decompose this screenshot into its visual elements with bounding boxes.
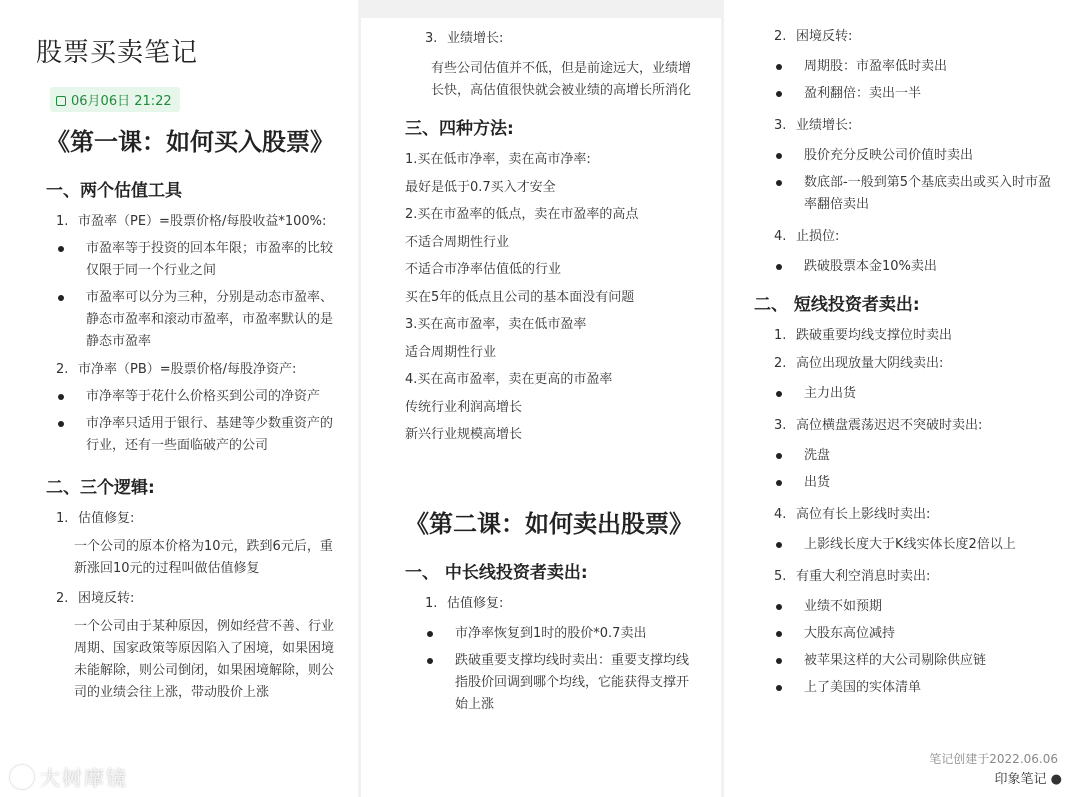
note-date: 06月06日 21:22 bbox=[71, 94, 172, 109]
list-item: 上了美国的实体清单 bbox=[754, 677, 1060, 699]
list-item: 2. 困境反转: bbox=[56, 591, 135, 606]
section-heading: 一、两个估值工具 bbox=[46, 181, 182, 201]
list-item: 3. 业绩增长: bbox=[774, 118, 853, 133]
list-item: 市净率只适用于银行、基建等少数重资产的行业，还有一些面临破产的公司 bbox=[36, 413, 336, 457]
watermark-logo-icon bbox=[10, 765, 34, 789]
list-item: 主力出货 bbox=[754, 383, 1060, 405]
list-item: 洗盘 bbox=[754, 445, 1060, 467]
note-date-badge bbox=[50, 87, 180, 112]
paragraph: 一个公司由于某种原因，例如经营不善、行业周期、国家政策等原因陷入了困境，如果困境未能解除，则公司倒闭，如果困境解除，则公司的业绩会往上涨，带动股价上涨 bbox=[74, 619, 335, 700]
method-line: 4.买在高市盈率，卖在更高的市盈率 bbox=[405, 372, 613, 387]
method-line: 新兴行业规模高增长 bbox=[405, 427, 523, 442]
note-column-2 bbox=[361, 18, 721, 797]
method-line: 买在5年的低点且公司的基本面没有问题 bbox=[405, 289, 635, 305]
method-line: 2.买在市盈率的低点，卖在市盈率的高点 bbox=[405, 207, 639, 222]
list-item: 2. 高位出现放量大阴线卖出: bbox=[774, 356, 944, 371]
list-item: 跌破股票本金10%卖出 bbox=[754, 256, 1060, 278]
list-item: 市净率恢复到1时的股价*0.7卖出 bbox=[405, 623, 695, 645]
list-item: 盈利翻倍：卖出一半 bbox=[754, 83, 1060, 105]
list-item: 3. 高位横盘震荡迟迟不突破时卖出: bbox=[774, 418, 983, 433]
elephant-icon: ● bbox=[1050, 772, 1062, 787]
list-item: 4. 止损位: bbox=[774, 229, 840, 244]
section-heading: 三、四种方法: bbox=[405, 119, 514, 139]
calendar-icon bbox=[56, 96, 66, 106]
list-item: 3. 业绩增长: bbox=[425, 31, 504, 46]
note-column-1 bbox=[0, 0, 358, 797]
list-item: 被苹果这样的大公司剔除供应链 bbox=[754, 650, 1060, 672]
note-title: 股票买卖笔记 bbox=[36, 38, 199, 68]
list-item: 1. 估值修复: bbox=[56, 511, 135, 526]
list-item: 4. 高位有长上影线时卖出: bbox=[774, 507, 931, 522]
method-line: 最好是低于0.7买入才安全 bbox=[405, 179, 556, 195]
list-item: 1. 跌破重要均线支撑位时卖出 bbox=[774, 328, 953, 343]
list-item: 大股东高位减持 bbox=[754, 623, 1060, 645]
list-item: 出货 bbox=[754, 472, 1060, 494]
section-heading: 一、 中长线投资者卖出: bbox=[405, 563, 588, 583]
list-item: 股价充分反映公司价值时卖出 bbox=[754, 145, 1060, 167]
list-item: 周期股：市盈率低时卖出 bbox=[754, 56, 1060, 78]
list-item: 1. 估值修复: bbox=[425, 596, 504, 611]
lesson1-heading: 《第一课：如何买入股票》 bbox=[46, 128, 334, 156]
method-line: 3.买在高市盈率，卖在低市盈率 bbox=[405, 317, 587, 332]
method-line: 不适合市净率估值低的行业 bbox=[405, 262, 562, 277]
watermark: 大树摩镜 bbox=[10, 762, 128, 791]
brand-footer: 印象笔记 ● bbox=[994, 772, 1062, 787]
list-item: 市盈率等于投资的回本年限；市盈率的比较仅限于同一个行业之间 bbox=[36, 238, 336, 282]
created-date: 笔记创建于2022.06.06 bbox=[929, 752, 1058, 766]
list-item: 2. 市净率（PB）=股票价格/每股净资产: bbox=[56, 362, 297, 377]
method-line: 不适合周期性行业 bbox=[405, 234, 510, 250]
note-column-3 bbox=[724, 0, 1080, 797]
list-item: 数底部-一般到第5个基底卖出或买入时市盈率翻倍卖出 bbox=[754, 172, 1060, 216]
list-item: 市净率等于花什么价格买到公司的净资产 bbox=[36, 386, 336, 408]
list-item: 市盈率可以分为三种，分别是动态市盈率、静态市盈率和滚动市盈率，市盈率默认的是静态市盈率 bbox=[36, 287, 336, 353]
method-line: 适合周期性行业 bbox=[405, 344, 497, 360]
lesson2-heading: 《第二课：如何卖出股票》 bbox=[405, 510, 693, 538]
method-line: 1.买在低市净率，卖在高市净率: bbox=[405, 152, 591, 167]
list-item: 1. 市盈率（PE）=股票价格/每股收益*100%: bbox=[56, 214, 327, 229]
section-heading: 二、 短线投资者卖出: bbox=[754, 295, 920, 315]
list-item: 业绩不如预期 bbox=[754, 596, 1060, 618]
method-line: 传统行业利润高增长 bbox=[405, 399, 523, 415]
list-item: 跌破重要支撑均线时卖出：重要支撑均线指股价回调到哪个均线，它能获得支撑开始上涨 bbox=[405, 650, 695, 716]
paragraph: 有些公司估值并不低，但是前途远大，业绩增长快，高估值很快就会被业绩的高增长所消化 bbox=[431, 61, 692, 98]
list-item: 上影线长度大于K线实体长度2倍以上 bbox=[754, 534, 1060, 556]
list-item: 5. 有重大利空消息时卖出: bbox=[774, 569, 931, 584]
section-heading: 二、三个逻辑: bbox=[46, 478, 155, 498]
paragraph: 一个公司的原本价格为10元，跌到6元后，重新涨回10元的过程叫做估值修复 bbox=[74, 539, 333, 576]
list-item: 2. 困境反转: bbox=[774, 29, 853, 44]
